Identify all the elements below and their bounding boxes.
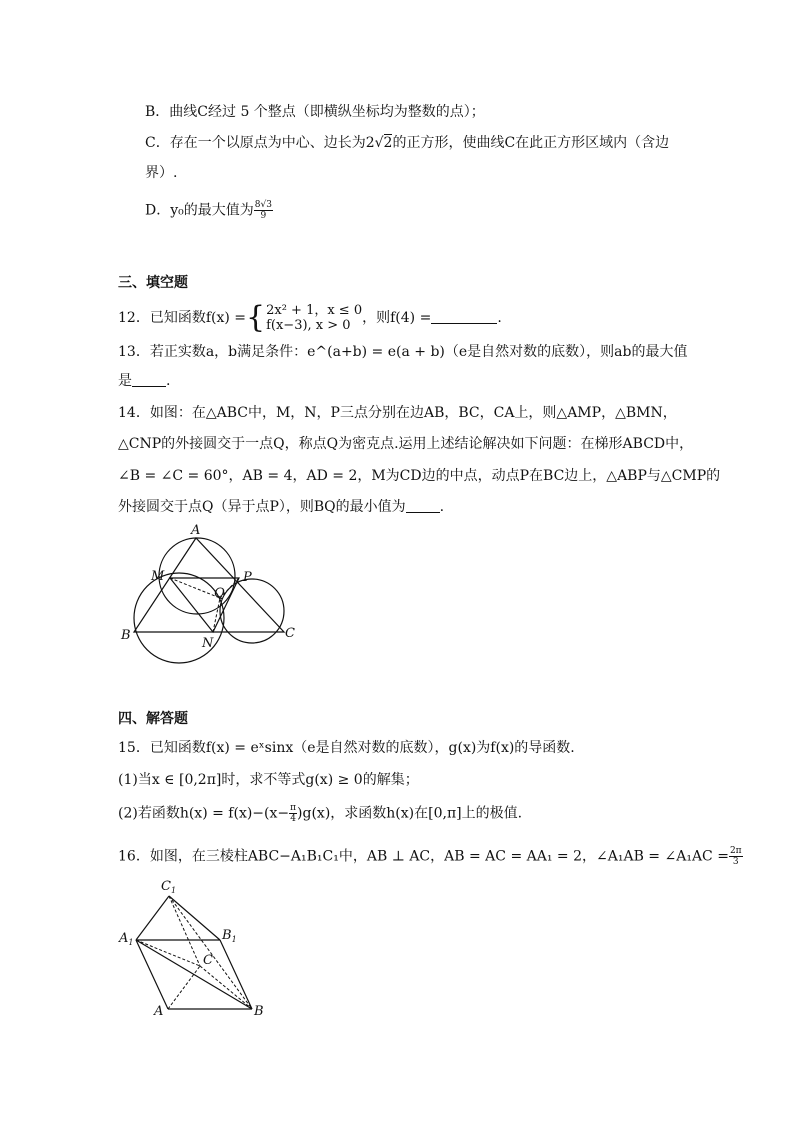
q14-line-4-text: 外接圆交于点Q（异于点P），则BQ的最小值为: [118, 499, 406, 515]
q14-end: .: [439, 499, 445, 515]
question-14-line-3: ∠B = ∠C = 60°，AB = 4，AD = 2，M为CD边的中点，动点P在BC边上，△ABP与△CMP的: [118, 468, 721, 484]
label-c1: [161, 879, 176, 895]
miquel-figure: [112, 518, 302, 678]
label-a: A: [154, 1004, 164, 1019]
edge-a1-a: [136, 940, 168, 1009]
hidden-edge-a-c: [168, 966, 200, 1009]
label-n: N: [202, 636, 214, 651]
question-13-line-1: 13．若正实数a，b满足条件：e^(a+b) = e(a + b)（e是自然对数的底数），则ab的最大值: [118, 344, 688, 360]
section-4-heading: 四、解答题: [118, 711, 188, 727]
question-15-line-3: [118, 803, 522, 824]
label-a1-sub: 1: [128, 938, 134, 947]
label-b1-sub: 1: [231, 935, 237, 944]
question-14-line-4: [118, 497, 444, 517]
prism-figure: [112, 874, 282, 1024]
option-c-line-2: 界）.: [145, 165, 178, 181]
q12-cases: [266, 303, 362, 333]
q15-line-3-pre: (2)若函数h(x) = f(x)−(x−: [118, 805, 290, 822]
option-b: B．曲线C经过 5 个整点（即横纵坐标均为整数的点）；: [145, 104, 485, 120]
q12-answer-blank[interactable]: [431, 309, 497, 324]
q15-frac-num: π: [290, 803, 297, 813]
label-b1-letter: B: [222, 928, 232, 943]
label-b: B: [121, 628, 131, 643]
option-d-frac-den: 9: [260, 211, 267, 221]
circle-cnp: [220, 579, 284, 643]
q15-line-3-post: )g(x)，求函数h(x)在[0,π]上的极值.: [297, 805, 523, 822]
q14-answer-blank[interactable]: [406, 498, 440, 513]
option-d: [145, 200, 273, 221]
triangle-mnp: [170, 578, 239, 632]
label-a1-letter: A: [119, 931, 129, 946]
option-c-sqrt: 2: [383, 135, 393, 151]
question-12: [118, 300, 502, 335]
label-q: Q: [214, 586, 225, 601]
q12-brace: {: [246, 300, 266, 335]
label-b: B: [254, 1004, 264, 1019]
label-a1: [118, 931, 133, 947]
edge-b1-b: [220, 940, 252, 1009]
option-c-line-1: [145, 133, 669, 153]
option-d-text: D．y₀的最大值为: [145, 202, 254, 219]
option-c-text-2: 的正方形，使曲线C在此正方形区域内（含边: [392, 135, 670, 151]
q12-end: .: [497, 310, 502, 326]
option-c-text-1: C．存在一个以原点为中心、边长为2: [145, 135, 375, 151]
section-3-heading: 三、填空题: [118, 275, 188, 291]
q16-fraction: [729, 846, 743, 867]
q16-frac-num: 2π: [729, 846, 742, 856]
q12-case-2: f(x−3), x > 0: [266, 318, 351, 333]
q13-line-2-text: 是: [118, 373, 132, 389]
q12-case-1: 2x² + 1，x ≤ 0: [266, 303, 363, 318]
option-d-fraction: [254, 200, 273, 221]
q15-frac-den: 4: [290, 814, 296, 824]
label-c1-letter: C: [161, 879, 171, 894]
sqrt-symbol: √: [374, 135, 384, 151]
question-13-line-2: [118, 371, 170, 391]
label-c: C: [285, 626, 295, 641]
label-c1-sub: 1: [170, 886, 177, 895]
q16-frac-den: 3: [732, 857, 739, 867]
q13-end: .: [166, 373, 171, 389]
label-c: C: [203, 953, 213, 968]
q12-prefix: 12．已知函数f(x) =: [118, 310, 246, 326]
question-15-line-1: 15．已知函数f(x) = eˣsinx（e是自然对数的底数），g(x)为f(x)的导函数.: [118, 740, 575, 756]
question-14-line-1: 14．如图：在△ABC中，M，N，P三点分别在边AB，BC，CA上，则△AMP，△BMN，: [118, 405, 677, 421]
label-a: A: [191, 523, 201, 538]
question-15-line-2: (1)当x ∈ [0,2π]时，求不等式g(x) ≥ 0的解集；: [118, 772, 419, 788]
question-14-line-2: △CNP的外接圆交于一点Q，称点Q为密克点.运用上述结论解决如下问题：在梯形ABCD中，: [118, 436, 694, 452]
hidden-edge-c-b: [200, 966, 252, 1009]
edge-a1-c1: [136, 896, 169, 940]
q15-fraction: [289, 803, 297, 824]
label-m: M: [151, 569, 165, 584]
edge-c1-b1: [169, 896, 220, 940]
segment-nq: [213, 598, 220, 632]
question-16-line-1: [118, 846, 743, 867]
label-p: P: [243, 570, 252, 585]
q12-suffix: ，则f(4) =: [362, 310, 432, 326]
diagonal-a1-b: [136, 940, 252, 1009]
q16-text: 16．如图，在三棱柱ABC−A₁B₁C₁中，AB ⊥ AC，AB = AC = AA₁ = 2，∠A₁AB = ∠A₁AC =: [118, 848, 729, 865]
option-d-frac-num: 8√3: [254, 200, 272, 210]
q13-answer-blank[interactable]: [132, 372, 166, 387]
label-b1: [221, 928, 237, 944]
